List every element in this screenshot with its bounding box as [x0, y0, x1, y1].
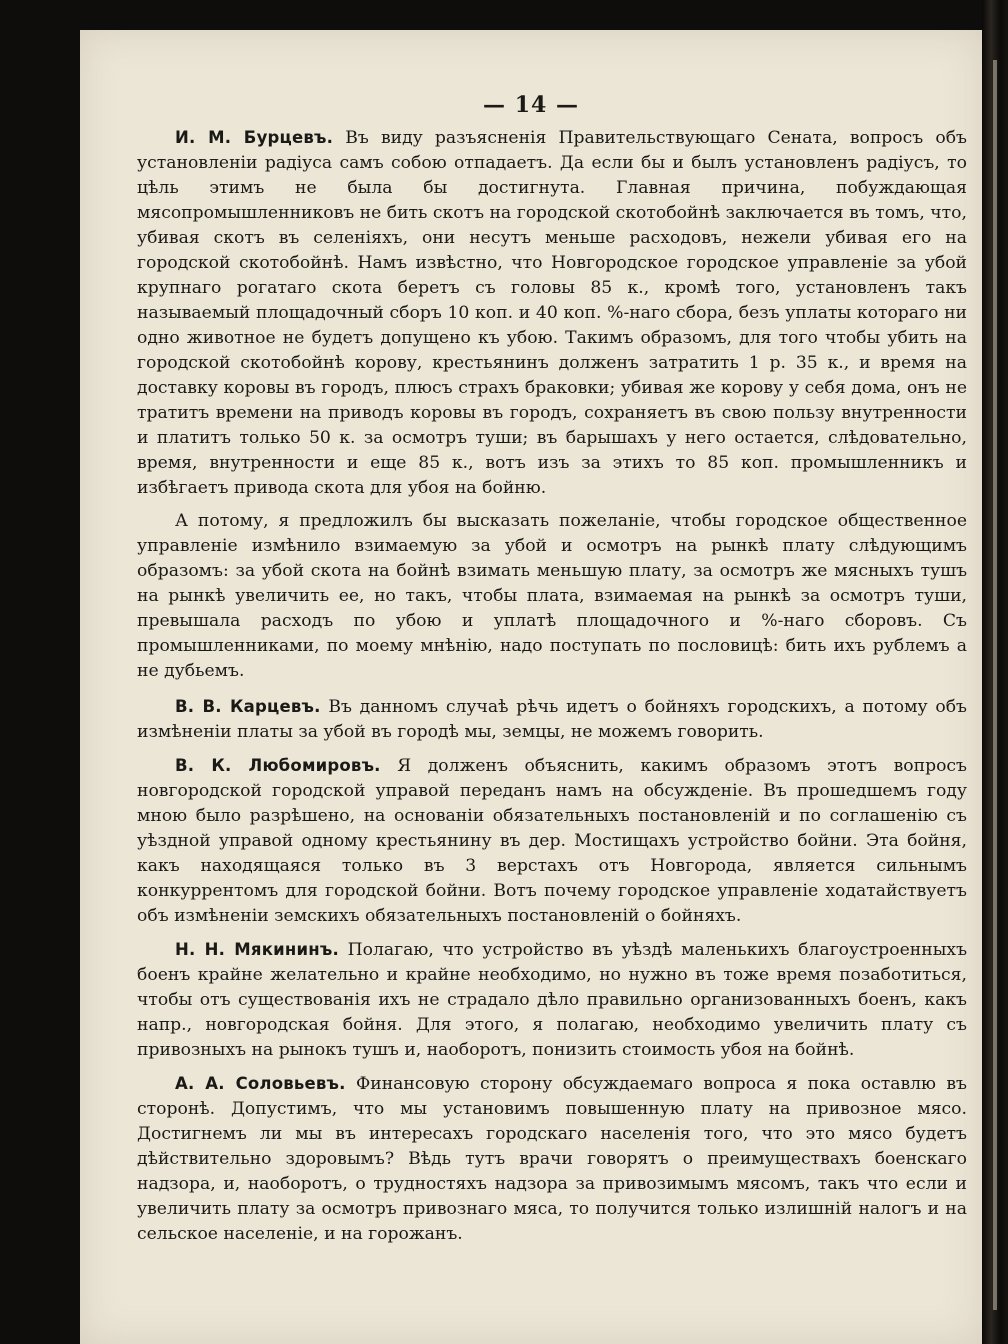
paragraph-kartsev [137, 694, 967, 745]
paragraph-text: Полагаю, что устройство въ уѣздѣ маленькихъ благоустроенныхъ боенъ крайне желательно и крайне необходимо, но нужно въ тоже время позаботиться, чтобы отъ существованія ихъ не страдало дѣло правильно организованныхъ боенъ, какъ напр., новгородская бойня. Для этого, я полагаю, необходимо увеличить плату съ привозныхъ на рынокъ тушъ и, наоборотъ, понизить стоимость убоя на бойнѣ. [137, 940, 968, 1060]
speaker-name: А. А. Соловьевъ. [175, 1074, 346, 1093]
paragraph-text: Финансовую сторону обсуждаемаго вопроса я пока оставлю въ сторонѣ. Допустимъ, что мы установимъ повышенную плату на привозное мясо. Достигнемъ ли мы въ интересахъ городскаго населенія того, что это мясо будетъ дѣйствительно здоровымъ? Вѣдь тутъ врачи говорятъ о преимуществахъ боенскаго надзора, и, наоборотъ, о трудностяхъ надзора за привозимымъ мясомъ, такъ что если и увеличить плату за осмотръ привознаго мяса, то получится только излишній налогъ и на сельское населеніе, и на горожанъ. [137, 1074, 967, 1244]
speaker-name: И. М. Бурцевъ. [175, 128, 334, 147]
paragraph-lyubomirov [137, 753, 967, 929]
speaker-name: Н. Н. Мякининъ. [175, 940, 339, 959]
paragraph-solovyev [137, 1071, 967, 1247]
page-body [137, 125, 967, 1255]
page-number: — 14 — [483, 92, 579, 118]
document-page [80, 30, 982, 1344]
paragraph-text: Въ виду разъясненія Правительствующаго Сената, вопросъ объ установленіи радіуса самъ собою отпадаетъ. Да если бы и былъ установленъ радіусъ, то цѣль этимъ не была бы достигнута. Главная причина, побуждающая мясопромышленниковъ не бить скотъ на городской скотобойнѣ заключается въ томъ, что, убивая скотъ въ селеніяхъ, они несутъ меньше расходовъ, нежели убивая его на городской скотобойнѣ. Намъ извѣстно, что Новгородское городское управленіе за убой крупнаго рогатаго скота беретъ съ головы 85 к., кромѣ того, установленъ такъ называемый площадочный сборъ 10 коп. и 40 коп. %-наго сбора, безъ уплаты котораго ни одно животное не будетъ допущено къ убою. Такимъ образомъ, для того чтобы убить на городской скотобойнѣ корову, крестьянинъ долженъ затратить 1 р. 35 к., и время на доставку коровы въ городъ, плюсъ страхъ браковки; убивая же корову у себя дома, онъ не тратитъ времени на приводъ коровы въ городъ, сохраняетъ въ свою пользу внутренности и платитъ только 50 к. за осмотръ туши; въ барышахъ у него остается, слѣдовательно, время, внутренности и еще 85 к., вотъ изъ за этихъ то 85 коп. промышленникъ и избѣгаетъ привода скота для убоя на бойню. [137, 128, 967, 498]
paragraph-text: А потому, я предложилъ бы высказать пожеланіе, чтобы городское общественное управленіе измѣнило взимаемую за убой и осмотръ на рынкѣ плату слѣдующимъ образомъ: за убой скота на бойнѣ взимать меньшую плату, за осмотръ же мясныхъ тушъ на рынкѣ увеличить ее, но такъ, чтобы плата, взимаемая на рынкѣ за осмотръ туши, превышала расходъ по убою и уплатѣ площадочного и %-наго сборовъ. Съ промышленниками, по моему мнѣнію, надо поступать по пословицѣ: бить ихъ рублемъ а не дубьемъ. [137, 511, 967, 681]
paragraph-burtsev [137, 125, 967, 501]
paragraph-myakinin [137, 937, 967, 1063]
paragraph-text: Въ данномъ случаѣ рѣчь идетъ о бойняхъ городскихъ, а потому объ измѣненіи платы за убой въ городѣ мы, земцы, не можемъ говорить. [137, 697, 967, 742]
speaker-name: В. В. Карцевъ. [175, 697, 321, 716]
next-page-edge [993, 60, 997, 1310]
paragraph-text: Я долженъ объяснить, какимъ образомъ этотъ вопросъ новгородской городской управой переданъ намъ на обсужденіе. Въ прошедшемъ году мною было разрѣшено, на основаніи обязательныхъ постановленій и по соглашенію съ уѣздной управой одному крестьянину въ дер. Мостищахъ устройство бойни. Эта бойня, какъ находящаяся только въ 3 верстахъ отъ Новгорода, является сильнымъ конкуррентомъ для городской бойни. Вотъ почему городское управленіе ходатайствуетъ объ измѣненіи земскихъ обязательныхъ постановленій о бойняхъ. [137, 756, 967, 926]
paragraph-burtsev-continued [137, 509, 967, 684]
speaker-name: В. К. Любомировъ. [175, 756, 381, 775]
